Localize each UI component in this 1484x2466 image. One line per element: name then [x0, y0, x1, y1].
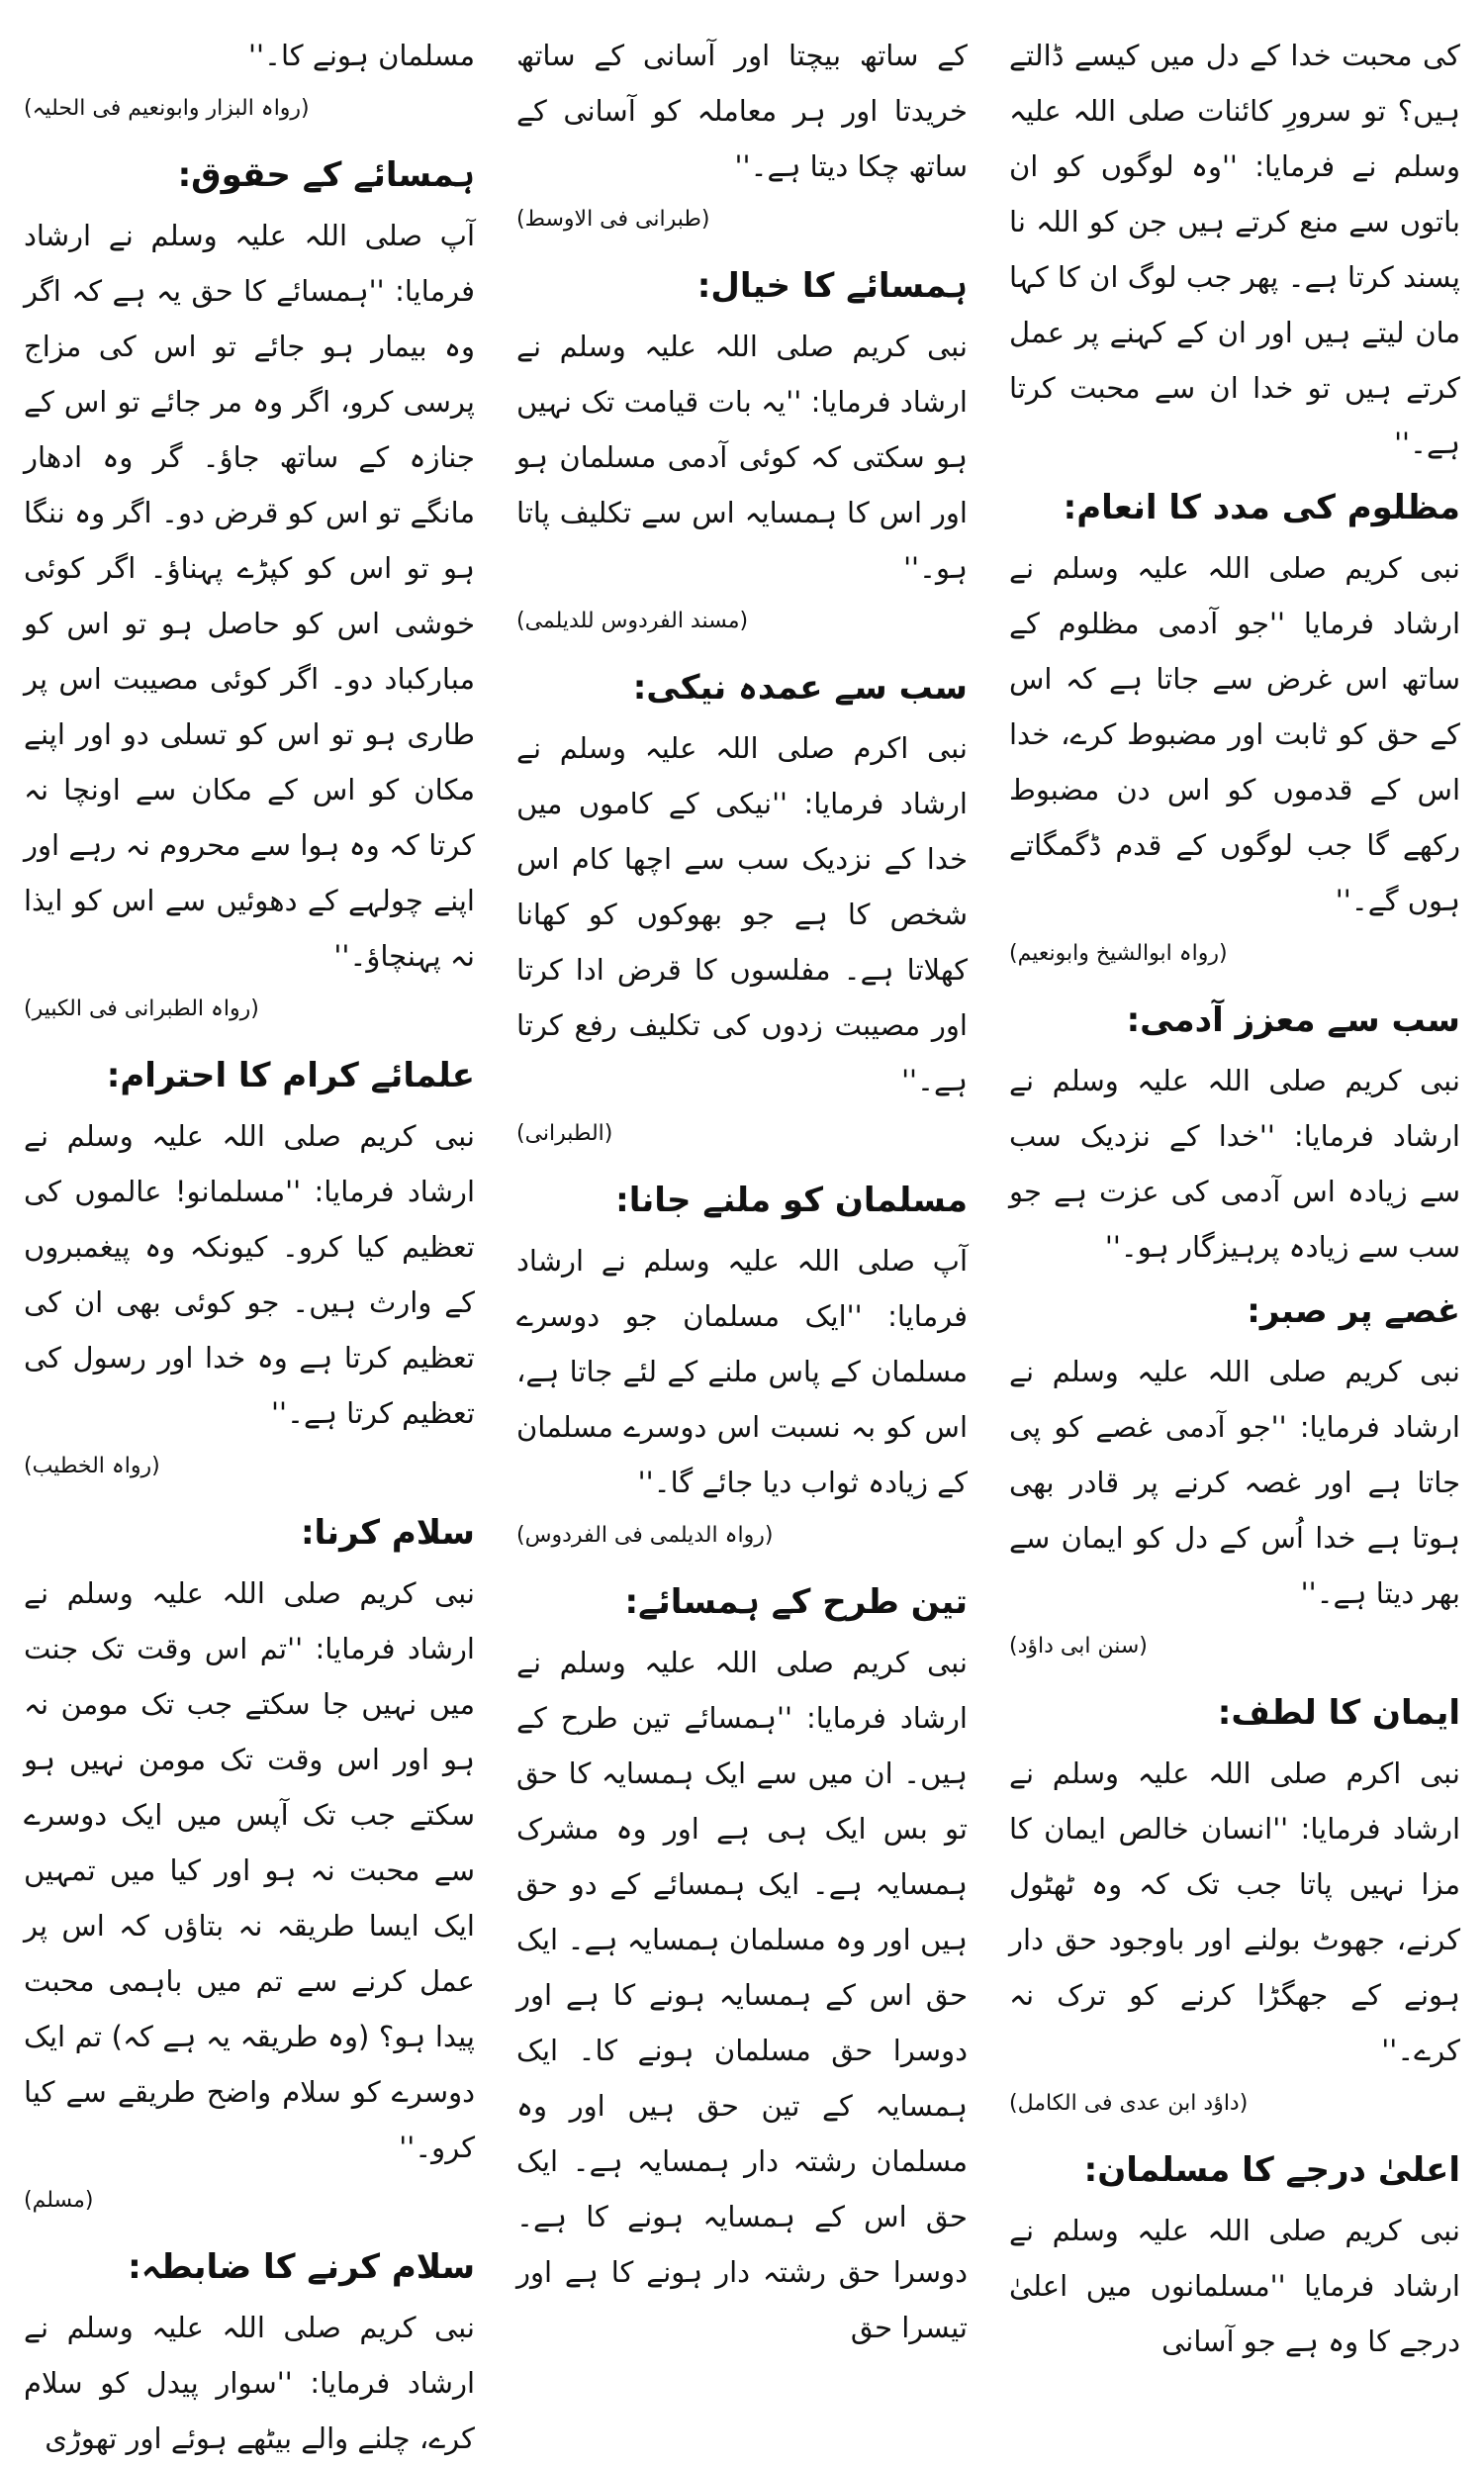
- hadith-source: (مسند الفردوس للدیلمی): [516, 609, 749, 633]
- hadith-source: (رواہ الخطیب): [24, 1454, 160, 1478]
- section-heading: ایمان کا لطف:: [1217, 1693, 1460, 1733]
- paragraph: آپ صلی اللہ علیہ وسلم نے ارشاد فرمایا: ''ایک مسلمان جو دوسرے مسلمان کے پاس ملنے کے لئے جاتا ہے، اس کو بہ نسبت اس دوسرے مسلمان کے زیادہ ثواب دیا جائے گا۔'': [516, 1244, 968, 1499]
- paragraph: آپ صلی اللہ علیہ وسلم نے ارشاد فرمایا: ''ہمسائے کا حق یہ ہے کہ اگر وہ بیمار ہو جائے تو اس کی مزاج پرسی کرو، اگر وہ مر جائے تو اس کے جنازہ کے ساتھ جاؤ۔ گر وہ ادھار مانگے تو اس کو قرض دو۔ اگر وہ ننگا ہو تو اس کو کپڑے پہناؤ۔ اگر کوئی خوشی اس کو حاصل ہو تو اس کو مبارکباد دو۔ اگر کوئی مصیبت اس پر طاری ہو تو اس کو تسلی دو اور اپنے مکان کو اس کے مکان سے اونچا نہ کرتا کہ وہ ہوا سے محروم نہ رہے اور اپنے چولہے کے دھوئیں سے اس کو ایذا نہ پہنچاؤ۔'': [24, 219, 475, 973]
- section-heading: سلام کرنے کا ضابطہ:: [128, 2247, 475, 2287]
- paragraph: کی محبت خدا کے دل میں کیسے ڈالتے ہیں؟ تو سرورِ کائنات صلی اللہ علیہ وسلم نے فرمایا: ''وہ لوگوں کو ان باتوں سے منع کرتے ہیں جن کو اللہ نا پسند کرتا ہے۔ پھر جب لوگ ان کا کہا مان لیتے ہیں اور ان کے کہنے پر عمل کرتے ہیں تو خدا ان سے محبت کرتا ہے۔'': [1009, 39, 1460, 460]
- paragraph: نبی کریم صلی اللہ علیہ وسلم نے ارشاد فرمایا: ''مسلمانو! عالموں کی تعظیم کیا کرو۔ کیونکہ وہ پیغمبروں کے وارث ہیں۔ جو کوئی بھی ان کی تعظیم کرتا ہے وہ خدا اور رسول کی تعظیم کرتا ہے۔'': [24, 1119, 475, 1430]
- paragraph: نبی اکرم صلی اللہ علیہ وسلم نے ارشاد فرمایا: ''نیکی کے کاموں میں خدا کے نزدیک سب سے اچھا کام اس شخص کا ہے جو بھوکوں کو کھانا کھلاتا ہے۔ مفلسوں کا قرض ادا کرتا اور مصیبت زدوں کی تکلیف رفع کرتا ہے۔'': [516, 731, 968, 1097]
- section-heading: علمائے کرام کا احترام:: [106, 1056, 475, 1095]
- paragraph: کے ساتھ بیچتا اور آسانی کے ساتھ خریدتا اور ہر معاملہ کو آسانی کے ساتھ چکا دیتا ہے۔'': [516, 39, 968, 183]
- paragraph: نبی کریم صلی اللہ علیہ وسلم نے ارشاد فرمایا: ''ہمسائے تین طرح کے ہیں۔ ان میں سے ایک ہمسایہ کا حق تو بس ایک ہی ہے اور وہ مشرک ہمسایہ ہے۔ ایک ہمسائے کے دو حق ہیں اور وہ مسلمان ہمسایہ ہے۔ ایک حق اس کے ہمسایہ ہونے کا ہے اور دوسرا حق مسلمان ہونے کا۔ ایک ہمسایہ کے تین حق ہیں اور وہ مسلمان رشتہ دار ہمسایہ ہے۔ ایک حق اس کے ہمسایہ ہونے کا ہے۔ دوسرا حق رشتہ دار ہونے کا ہے اور تیسرا حق: [516, 1646, 968, 2344]
- hadith-source: (الطبرانی): [516, 1121, 613, 1146]
- text-columns: [24, 28, 1460, 2455]
- paragraph: نبی کریم صلی اللہ علیہ وسلم نے ارشاد فرمایا: ''سوار پیدل کو سلام کرے، چلنے والے بیٹھے ہوئے اور تھوڑی: [24, 2311, 475, 2455]
- column-middle: [516, 28, 968, 2344]
- hadith-source: (رواہ الطبرانی فی الکبیر): [24, 996, 259, 1021]
- column-left: [24, 28, 475, 2455]
- section-heading: سلام کرنا:: [300, 1513, 475, 1553]
- hadith-source: (سنن ابی داؤد): [1009, 1634, 1148, 1659]
- paragraph: نبی کریم صلی اللہ علیہ وسلم نے ارشاد فرمایا: ''یہ بات قیامت تک نہیں ہو سکتی کہ کوئی آدمی مسلمان ہو اور اس کا ہمسایہ اس سے تکلیف پاتا ہو۔'': [516, 330, 968, 585]
- hadith-source: (رواہ البزار وابونعیم فی الحلیہ): [24, 96, 310, 121]
- column-right: [1009, 28, 1460, 2358]
- paragraph: نبی کریم صلی اللہ علیہ وسلم نے ارشاد فرمایا: ''خدا کے نزدیک سب سے زیادہ اس آدمی کی عزت ہے جو سب سے زیادہ پرہیزگار ہو۔'': [1009, 1064, 1460, 1264]
- hadith-source: (رواہ ابوالشیخ وابونعیم): [1009, 941, 1228, 966]
- section-heading: ہمسائے کے حقوق:: [177, 155, 475, 195]
- paragraph: نبی اکرم صلی اللہ علیہ وسلم نے ارشاد فرمایا: ''انسان خالص ایمان کا مزا نہیں پاتا جب تک کہ وہ ٹھٹول کرنے، جھوٹ بولنے اور باوجود حق دار ہونے کے جھگڑا کرنے کو ترک نہ کرے۔'': [1009, 1756, 1460, 2067]
- hadith-source: (رواہ الدیلمی فی الفردوس): [516, 1523, 774, 1548]
- section-heading: تین طرح کے ہمسائے:: [624, 1582, 968, 1622]
- section-heading: مظلوم کی مدد کا انعام:: [1063, 488, 1460, 527]
- paragraph: نبی کریم صلی اللہ علیہ وسلم نے ارشاد فرمایا ''جو آدمی مظلوم کے ساتھ اس غرض سے جاتا ہے کہ اس کے حق کو ثابت اور مضبوط کرے، خدا اس کے قدموں کو اس دن مضبوط رکھے گا جب لوگوں کے قدم ڈگمگاتے ہوں گے۔'': [1009, 551, 1460, 917]
- paragraph: نبی کریم صلی اللہ علیہ وسلم نے ارشاد فرمایا ''مسلمانوں میں اعلیٰ درجے کا وہ ہے جو آسانی: [1009, 2214, 1460, 2358]
- section-heading: سب سے معزز آدمی:: [1126, 1000, 1460, 1040]
- paragraph: نبی کریم صلی اللہ علیہ وسلم نے ارشاد فرمایا: ''تم اس وقت تک جنت میں نہیں جا سکتے جب تک مومن نہ ہو اور اس وقت تک مومن نہیں ہو سکتے جب تک آپس میں ایک دوسرے سے محبت نہ ہو اور کیا میں تمہیں ایک ایسا طریقہ نہ بتاؤں کہ اس پر عمل کرنے سے تم میں باہمی محبت پیدا ہو؟ (وہ طریقہ یہ ہے کہ) تم ایک دوسرے کو سلام واضح طریقے سے کیا کرو۔'': [24, 1576, 475, 2164]
- section-heading: ہمسائے کا خیال:: [696, 266, 968, 306]
- paragraph: نبی کریم صلی اللہ علیہ وسلم نے ارشاد فرمایا: ''جو آدمی غصے کو پی جاتا ہے اور غصہ کرنے پر قادر بھی ہوتا ہے خدا اُس کے دل کو ایمان سے بھر دیتا ہے۔'': [1009, 1355, 1460, 1610]
- hadith-source: (طبرانی فی الاوسط): [516, 207, 710, 232]
- hadith-source: (داؤد ابن عدی فی الکامل): [1009, 2091, 1249, 2116]
- section-heading: اعلیٰ درجے کا مسلمان:: [1083, 2150, 1460, 2190]
- section-heading: مسلمان کو ملنے جانا:: [615, 1181, 968, 1220]
- section-heading: سب سے عمدہ نیکی:: [632, 668, 968, 708]
- paragraph: مسلمان ہونے کا۔'': [248, 39, 475, 72]
- section-heading: غصے پر صبر:: [1247, 1291, 1460, 1331]
- hadith-source: (مسلم): [24, 2188, 94, 2213]
